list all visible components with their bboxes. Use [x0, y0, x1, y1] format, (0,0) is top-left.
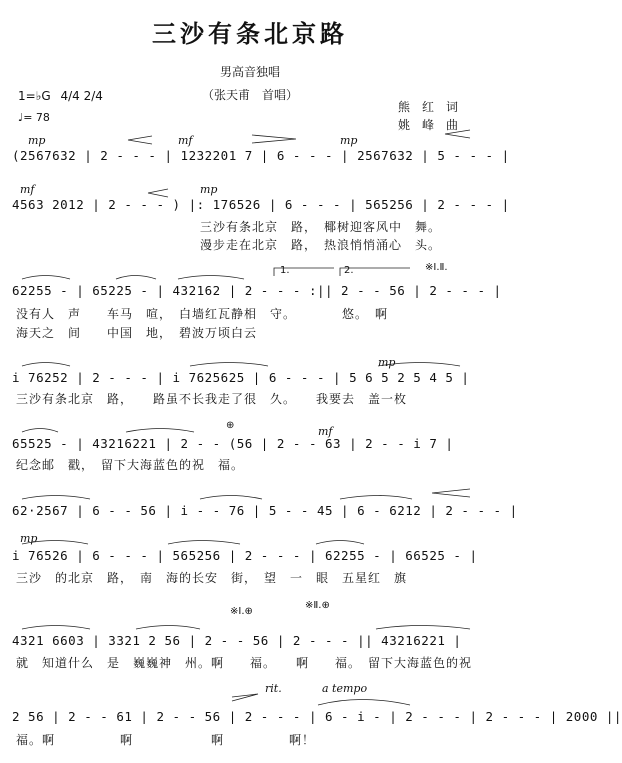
- time-signature: 4/4 2/4: [60, 89, 103, 103]
- dynamic-mark: mp: [340, 134, 358, 147]
- dynamic-mark: mf: [20, 183, 35, 196]
- dynamic-mark: mp: [200, 183, 218, 196]
- key-label: 1=♭G: [18, 89, 51, 103]
- score-row-5: 65525 - | 43216221 | 2 - - (56 | 2 - - 63 | 2 - - i 7 |: [12, 436, 454, 451]
- score-row-6: 62·2567 | 6 - - 56 | i - - 76 | 5 - - 45 | 6 - 6212 | 2 - - - |: [12, 503, 518, 518]
- lyric-line: 三沙 的北京 路， 南 海的长安 街， 望 一 眼 五星红 旗: [16, 571, 408, 585]
- score-row-2: 4563 2012 | 2 - - - ) |: 176526 | 6 - - - | 565256 | 2 - - - |: [12, 197, 510, 212]
- singer-credit: （张天甫 首唱）: [201, 88, 298, 102]
- ending-first: 1.: [280, 265, 290, 276]
- dynamic-mark: mp: [20, 532, 38, 545]
- subtitle: 男高音独唱: [219, 65, 280, 79]
- dynamic-mark: mf: [318, 425, 333, 438]
- lyric-line: 没有人 声 车马 喧， 白墙红瓦静相 守。 悠。 啊: [16, 307, 389, 321]
- segno-mark: ※Ⅱ.⊕: [305, 600, 330, 611]
- score-row-9: 2 56 | 2 - - 61 | 2 - - 56 | 2 - - - | 6 - i - | 2 - - - | 2 - - - | 2000 ||: [12, 709, 622, 724]
- dynamic-mark: mp: [378, 356, 396, 369]
- lyric-line: 纪念邮 戳， 留下大海蓝色的祝 福。: [16, 458, 245, 472]
- coda-mark: ⊕: [226, 420, 235, 431]
- score-row-1: (2567632 | 2 - - - | 1232201 7 | 6 - - - | 2567632 | 5 - - - |: [12, 148, 510, 163]
- score-row-8: 4321 6603 | 3321 2 56 | 2 - - 56 | 2 - - - || 43216221 |: [12, 633, 462, 648]
- a-tempo-mark: a tempo: [322, 682, 368, 695]
- dynamic-mark: mp: [28, 134, 46, 147]
- dynamic-mark: mf: [178, 134, 193, 147]
- lyric-line: 就 知道什么 是 巍巍神 州。啊 福。 啊 福。 留下大海蓝色的祝: [16, 656, 473, 670]
- lyric-line: 三沙有条北京 路， 路虽不长我走了很 久。 我要去 盖一枚: [16, 392, 408, 406]
- lyricist-credit: 熊 红 词: [398, 100, 459, 114]
- segno-mark: ※Ⅰ.⊕: [230, 606, 253, 617]
- lyric-line: 三沙有条北京 路， 椰树迎客风中 舞。: [200, 220, 442, 234]
- score-row-7: i 76526 | 6 - - - | 565256 | 2 - - - | 62255 - | 66525 - |: [12, 548, 478, 563]
- rit-mark: rit.: [265, 682, 282, 695]
- score-row-4: i 76252 | 2 - - - | i 7625625 | 6 - - - | 5 6 5 2 5 4 5 |: [12, 370, 470, 385]
- ending-second: 2.: [344, 265, 354, 276]
- composer-credit: 姚 峰 曲: [398, 118, 459, 132]
- score-row-3: 62255 - | 65225 - | 432162 | 2 - - - :|| 2 - - 56 | 2 - - - |: [12, 283, 502, 298]
- tempo-marking: ♩= 78: [18, 111, 50, 124]
- lyric-line: 福。啊 啊 啊 啊！: [16, 733, 316, 747]
- segno-mark: ※Ⅰ.Ⅱ.: [425, 262, 448, 273]
- page-title: 三沙有条北京路: [152, 20, 348, 48]
- lyric-line: 海天之 间 中国 地， 碧波万顷白云: [16, 326, 258, 340]
- lyric-line: 漫步走在北京 路， 热浪悄悄涌心 头。: [200, 238, 442, 252]
